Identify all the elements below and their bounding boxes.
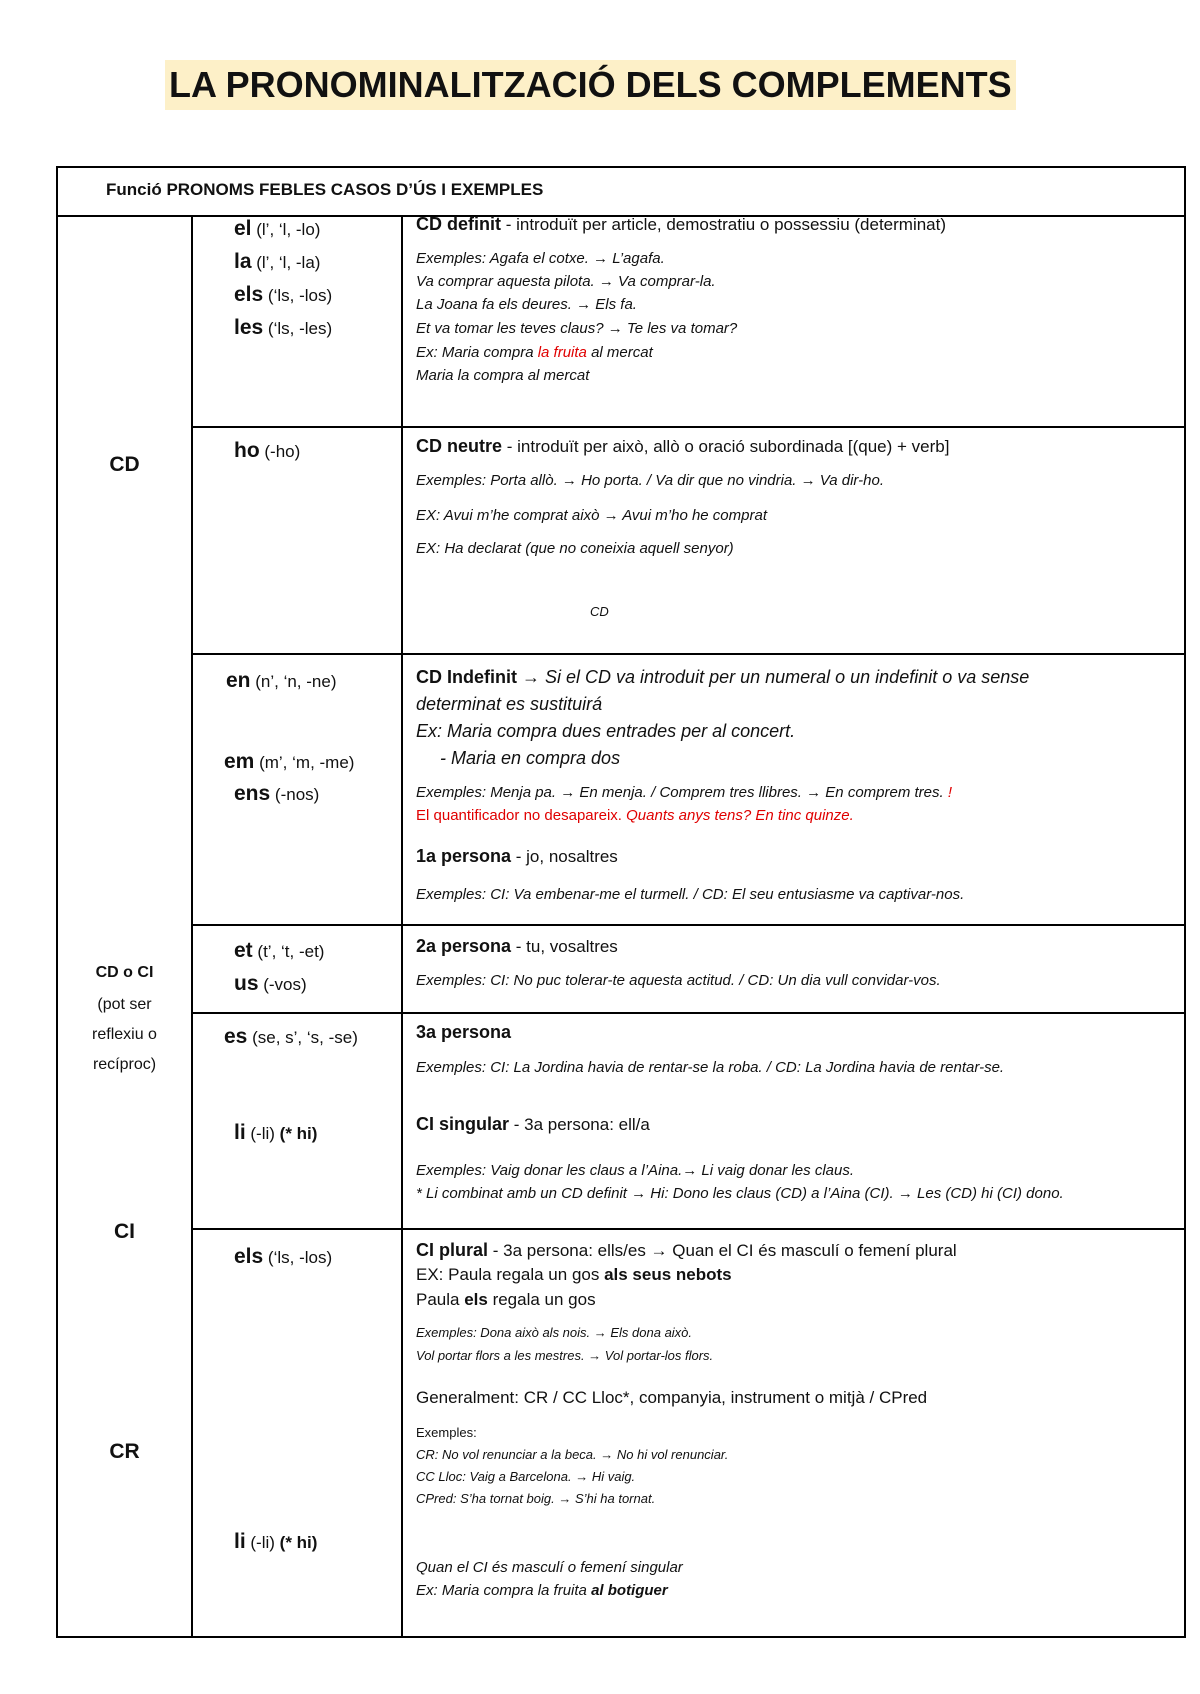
example-line: - Maria en compra dos — [440, 748, 621, 768]
function-cd-ci-note: reflexiu o — [92, 1026, 157, 1043]
pronoun-li: li (-li) (* hi) — [234, 1121, 318, 1144]
example-line: Exemples: — [416, 1425, 477, 1440]
example-line: Et va tomar les teves claus? → Te les va tomar? — [416, 320, 738, 337]
example-line: Exemples: Dona això als nois. → Els dona això. — [416, 1325, 693, 1340]
pronoun-et: et (t’, ‘t, -et) — [234, 939, 325, 962]
persona-3-heading: 3a persona — [416, 1022, 512, 1042]
function-cr: CR — [109, 1440, 140, 1463]
ci-plural-heading: CI plural - 3a persona: ells/es → Quan el CI és masculí o femení plural — [416, 1240, 957, 1260]
function-ci: CI — [114, 1220, 135, 1243]
example-line: Exemples: CI: No puc tolerar-te aquesta actitud. / CD: Un dia vull convidar-vos. — [416, 972, 941, 989]
example-line: Exemples: Agafa el cotxe. → L’agafa. — [416, 250, 665, 267]
example-line: EX: Ha declarat (que no coneixia aquell senyor) — [416, 540, 734, 557]
example-line: EX: Paula regala un gos als seus nebots — [416, 1265, 732, 1284]
example-line: Exemples: Porta allò. → Ho porta. / Va dir que no vindria. → Va dir-ho. — [416, 472, 885, 489]
pronoun-els: els (‘ls, -los) — [234, 283, 333, 306]
pronoun-en: en (n’, ‘n, -ne) — [226, 669, 337, 692]
table-header-text: Funció PRONOMS FEBLES CASOS D’ÚS I EXEMPLES — [106, 180, 544, 199]
example-line: Exemples: Menja pa. → En menja. / Comprem tres llibres. → En comprem tres. ! — [416, 784, 953, 801]
function-cd-ci-note: recíproc) — [92, 1056, 157, 1073]
cd-indefinit-heading: CD Indefinit → Si el CD va introduit per un numeral o un indefinit o va sense — [416, 667, 1030, 687]
row-divider — [191, 1228, 1186, 1230]
example-line: Exemples: CI: Va embenar-me el turmell. / CD: El seu entusiasme va captivar-nos. — [416, 886, 965, 903]
pronoun-em: em (m’, ‘m, -me) — [224, 750, 355, 773]
example-line: Exemples: CI: La Jordina havia de rentar-se la roba. / CD: La Jordina havia de rentar-se. — [416, 1059, 1005, 1076]
cd-definit-heading: CD definit - introduït per article, demostratiu o possessiu (determinat) — [416, 214, 947, 234]
persona-1-heading: 1a persona - jo, nosaltres — [416, 846, 618, 866]
page-title: LA PRONOMINALITZACIÓ DELS COMPLEMENTS — [165, 60, 1016, 110]
pronoun-es: es (se, s’, ‘s, -se) — [224, 1025, 358, 1048]
pronoun-us: us (-vos) — [234, 972, 307, 995]
example-line: Exemples: Vaig donar les claus a l’Aina.→ Li vaig donar les claus. — [416, 1162, 855, 1179]
pronouns-table — [56, 166, 1186, 1638]
table-header — [58, 168, 1184, 217]
example-line: CPred: S’ha tornat boig. → S’hi ha tornat. — [416, 1491, 656, 1506]
pronoun-la: la (l’, ‘l, -la) — [234, 250, 321, 273]
column-divider-1 — [191, 215, 193, 1638]
example-line: CD — [590, 604, 609, 619]
example-line: CC Lloc: Vaig a Barcelona. → Hi vaig. — [416, 1469, 636, 1484]
example-line: EX: Avui m’he comprat això → Avui m’ho he comprat — [416, 507, 767, 524]
example-line: Ex: Maria compra dues entrades per al concert. — [416, 721, 796, 741]
pronoun-els-ci: els (‘ls, -los) — [234, 1245, 333, 1268]
example-line: * Li combinat amb un CD definit → Hi: Dono les claus (CD) a l’Aina (CI). → Les (CD) hi (CI) dono. — [416, 1185, 1064, 1202]
example-line: Ex: Maria compra la fruita al mercat — [416, 344, 653, 361]
pronoun-ens: ens (-nos) — [234, 782, 320, 805]
function-cd: CD — [109, 453, 140, 476]
row-divider — [191, 426, 1186, 428]
cd-indefinit-desc: determinat es sustituirá — [416, 694, 603, 714]
example-line: El quantificador no desapareix. Quants anys tens? En tinc quinze. — [416, 807, 854, 824]
pronoun-li-cr: li (-li) (* hi) — [234, 1530, 318, 1553]
pronoun-el: el (l’, ‘l, -lo) — [234, 217, 321, 240]
example-line: Va comprar aquesta pilota. → Va comprar-la. — [416, 273, 716, 290]
example-line: Paula els regala un gos — [416, 1290, 596, 1309]
example-line: Quan el CI és masculí o femení singular — [416, 1559, 683, 1576]
example-line: Maria la compra al mercat — [416, 367, 590, 384]
persona-2-heading: 2a persona - tu, vosaltres — [416, 936, 618, 956]
ci-singular-heading: CI singular - 3a persona: ell/a — [416, 1114, 650, 1134]
row-divider — [191, 924, 1186, 926]
cr-general-heading: Generalment: CR / CC Lloc*, companyia, instrument o mitjà / CPred — [416, 1388, 928, 1407]
function-cd-ci-note: (pot ser — [97, 996, 152, 1013]
row-divider — [191, 1012, 1186, 1014]
example-line: Ex: Maria compra la fruita al botiguer — [416, 1582, 668, 1599]
example-line: CR: No vol renunciar a la beca. → No hi vol renunciar. — [416, 1447, 729, 1462]
function-cd-ci: CD o CI — [95, 964, 154, 981]
pronoun-ho: ho (-ho) — [234, 439, 301, 462]
cd-neutre-heading: CD neutre - introduït per això, allò o oració subordinada [(que) + verb] — [416, 436, 950, 456]
example-line: La Joana fa els deures. → Els fa. — [416, 296, 637, 313]
example-line: Vol portar flors a les mestres. → Vol portar-los flors. — [416, 1348, 714, 1363]
row-divider — [191, 653, 1186, 655]
column-divider-2 — [401, 215, 403, 1638]
pronoun-les: les (‘ls, -les) — [234, 316, 333, 339]
